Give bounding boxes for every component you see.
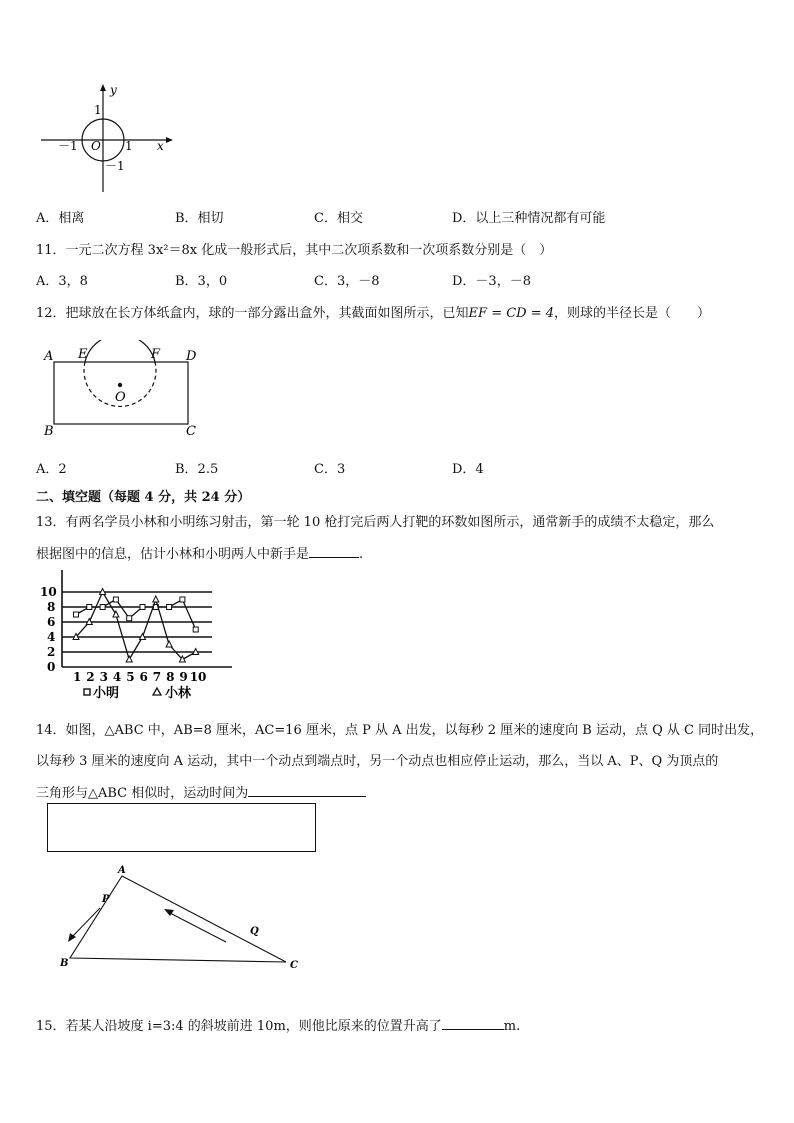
label-e: E (78, 347, 88, 362)
data-point-square (193, 627, 198, 632)
q14-answer-blank[interactable] (248, 795, 366, 797)
q12-option-b: B．2.5 (175, 462, 219, 477)
data-point-square (100, 605, 105, 610)
q14-line3-text: 三角形与△ABC 相似时，运动时间为 (36, 786, 249, 801)
label-b: B (44, 424, 54, 439)
q11-option-b: B．3，0 (175, 274, 228, 289)
label-b: B (60, 958, 69, 969)
label-d: D (186, 349, 197, 364)
q15-answer-blank[interactable] (442, 1028, 504, 1030)
q12-text-suffix: ，则球的半径长是（ ） (554, 306, 711, 321)
circle-axes-figure (36, 82, 176, 194)
x-tick-label: 4 (112, 670, 122, 684)
y-tick-label: 10 (40, 585, 57, 599)
data-point-triangle (153, 596, 159, 602)
data-point-square (140, 605, 145, 610)
label-c: C (186, 424, 196, 439)
q10-option-a: A．相离 (36, 211, 85, 226)
q13-answer-blank[interactable] (309, 556, 359, 558)
y-tick-label: 8 (47, 600, 56, 614)
x-tick-label: 10 (189, 670, 207, 684)
data-point-triangle (166, 641, 172, 647)
legend-triangle-marker (153, 688, 161, 695)
y-tick-label: 4 (47, 630, 56, 644)
label-f: F (151, 347, 161, 362)
x-tick-label: 5 (126, 670, 135, 684)
shooting-score-chart (34, 570, 239, 706)
data-point-square (74, 612, 79, 617)
label-o: O (115, 390, 126, 405)
label-a: A (118, 865, 126, 876)
tick-x-neg1: －1 (58, 139, 78, 153)
q11-text: 11．一元二次方程 3x²＝8x 化成一般形式后，其中二次项系数和一次项系数分别是（ ） (36, 243, 553, 258)
tick-y-pos1: 1 (94, 103, 102, 117)
x-tick-label: 6 (139, 670, 148, 684)
y-tick-label: 0 (47, 660, 56, 674)
q12-option-a: A．2 (36, 462, 67, 477)
x-tick-label: 7 (152, 670, 162, 684)
tick-y-neg1: －1 (105, 159, 125, 173)
x-tick-label: 9 (179, 670, 188, 684)
q12-option-d: D．4 (452, 462, 484, 477)
q11-option-a: A．3，8 (36, 274, 88, 289)
q13-line2-text: 根据图中的信息，估计小林和小明两人中新手是 (36, 547, 310, 562)
y-axis-label: y (110, 83, 117, 97)
data-point-square (87, 605, 92, 610)
q14-line3 (36, 782, 366, 801)
series-line-1 (76, 600, 196, 630)
y-tick-label: 6 (47, 615, 56, 629)
label-q: Q (250, 926, 259, 937)
data-point-square (167, 605, 172, 610)
legend-square-marker (84, 689, 90, 695)
q11-option-d: D．－3，－8 (452, 274, 531, 289)
section-title: 二、填空题（每题 4 分，共 24 分） (36, 490, 251, 505)
q10-option-b: B．相切 (175, 211, 224, 226)
legend-label-xiaolin: 小林 (165, 686, 192, 701)
q11-option-c: C．3，－8 (314, 274, 380, 289)
x-tick-label: 3 (99, 670, 108, 684)
label-a: A (44, 349, 54, 364)
data-point-square (180, 597, 185, 602)
answer-box (47, 803, 316, 852)
q10-option-d: D．以上三种情况都有可能 (452, 211, 606, 226)
x-tick-label: 1 (73, 670, 82, 684)
label-c: C (290, 960, 298, 971)
ball-box-figure (38, 340, 208, 440)
label-p: P (102, 894, 110, 905)
q13-line1: 13．有两名学员小林和小明练习射击，第一轮 10 枪打完后两人打靶的环数如图所示，通常新手的成绩不太稳定，那么 (36, 515, 715, 530)
x-axis-label: x (157, 139, 164, 153)
x-tick-label: 8 (166, 670, 175, 684)
legend-label-xiaoming: 小明 (93, 686, 120, 701)
q12-text (36, 302, 710, 321)
q12-option-c: C．3 (314, 462, 346, 477)
q13-line2: 根据图中的信息，估计小林和小明两人中新手是 . (36, 547, 364, 562)
q12-formula: EF = CD = 4 (468, 306, 555, 321)
x-tick-label: 2 (86, 670, 95, 684)
data-point-square (113, 597, 118, 602)
q15-text-suffix: m. (503, 1019, 521, 1034)
q15-text (36, 1015, 520, 1034)
data-point-square (127, 616, 132, 621)
q10-option-c: C．相交 (314, 211, 363, 226)
q15-text-prefix: 15．若某人沿坡度 i=3:4 的斜坡前进 10m，则他比原来的位置升高了 (36, 1019, 442, 1034)
y-tick-label: 2 (47, 645, 56, 659)
q14-line1: 14．如图，△ABC 中，AB=8 厘米，AC=16 厘米，点 P 从 A 出发，以每秒 2 厘米的速度向 B 运动，点 Q 从 C 同时出发， (36, 723, 764, 738)
origin-label: O (91, 139, 101, 153)
q12-text-prefix: 12．把球放在长方体纸盒内，球的一部分露出盒外，其截面如图所示，已知 (36, 306, 469, 321)
q14-line2: 以每秒 3 厘米的速度向 A 运动，其中一个动点到端点时，另一个动点也相应停止运动，那么，当以 A、P、Q 为顶点的 (36, 754, 719, 769)
tick-x-pos1: 1 (125, 139, 133, 153)
triangle-figure (54, 862, 314, 974)
